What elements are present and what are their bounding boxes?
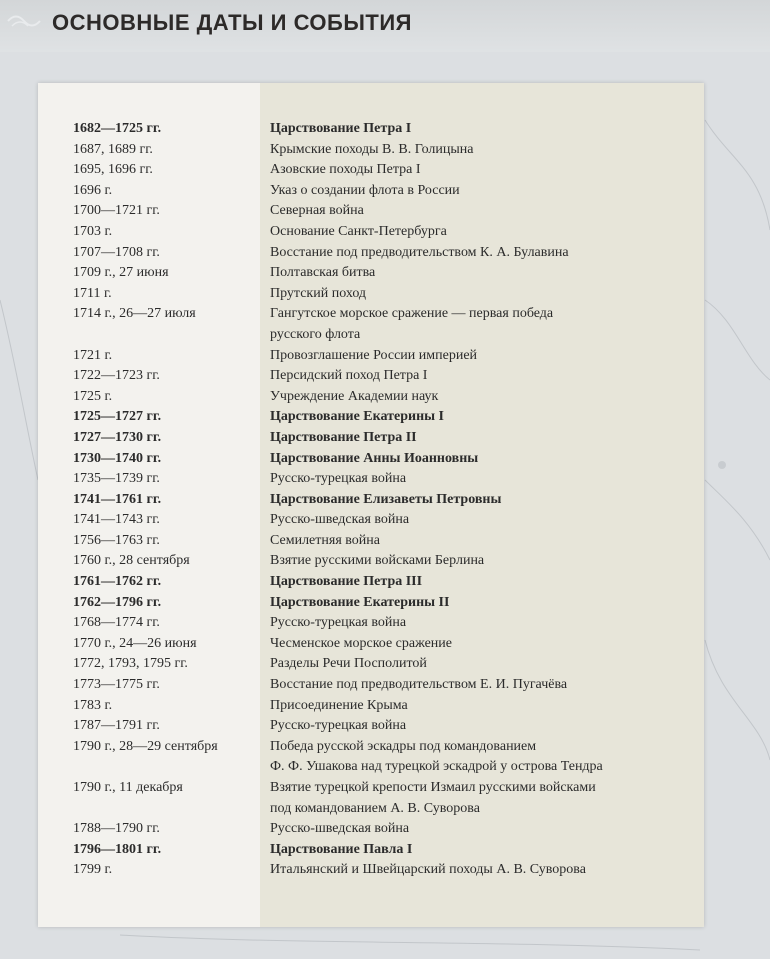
table-row bbox=[38, 675, 704, 696]
row-event-line: Провозглашение России империей bbox=[270, 347, 478, 363]
row-date: 1772, 1793, 1795 гг. bbox=[73, 656, 188, 672]
row-event bbox=[270, 840, 690, 861]
table-row bbox=[38, 119, 704, 140]
row-event bbox=[270, 407, 690, 428]
row-event bbox=[270, 181, 690, 202]
table-row bbox=[38, 593, 704, 614]
table-row bbox=[38, 346, 704, 367]
table-row bbox=[38, 304, 704, 345]
table-row bbox=[38, 510, 704, 531]
row-date: 1687, 1689 гг. bbox=[73, 141, 153, 157]
row-event-line: Русско-турецкая война bbox=[270, 718, 407, 734]
table-row bbox=[38, 531, 704, 552]
row-event-line: Разделы Речи Посполитой bbox=[270, 656, 427, 672]
page-title: ОСНОВНЫЕ ДАТЫ И СОБЫТИЯ bbox=[52, 10, 412, 35]
row-event bbox=[270, 304, 690, 345]
row-event-line: Чесменское морское сражение bbox=[270, 635, 453, 651]
row-date: 1799 г. bbox=[73, 862, 113, 878]
row-event bbox=[270, 222, 690, 243]
table-row bbox=[38, 840, 704, 861]
table-row bbox=[38, 716, 704, 737]
row-event-line: Царствование Анны Иоанновны bbox=[270, 450, 479, 466]
row-event bbox=[270, 201, 690, 222]
row-date: 1760 г., 28 сентября bbox=[73, 553, 190, 569]
row-date: 1770 г., 24—26 июня bbox=[73, 635, 197, 651]
row-event bbox=[270, 387, 690, 408]
row-date: 1741—1761 гг. bbox=[73, 491, 162, 507]
row-event-line: Северная война bbox=[270, 203, 364, 219]
row-date: 1796—1801 гг. bbox=[73, 841, 162, 857]
table-row bbox=[38, 634, 704, 655]
table-row bbox=[38, 201, 704, 222]
table-row bbox=[38, 366, 704, 387]
table-rows bbox=[38, 119, 704, 881]
row-date: 1788—1790 гг. bbox=[73, 821, 160, 837]
row-event-line: Взятие русскими войсками Берлина bbox=[270, 553, 485, 569]
row-event bbox=[270, 778, 690, 819]
row-date: 1741—1743 гг. bbox=[73, 512, 160, 528]
row-event-line: Русско-турецкая война bbox=[270, 615, 407, 631]
table-row bbox=[38, 284, 704, 305]
row-event-line: Русско-шведская война bbox=[270, 821, 410, 837]
row-event bbox=[270, 346, 690, 367]
table-row bbox=[38, 778, 704, 819]
row-event bbox=[270, 119, 690, 140]
row-date: 1725 г. bbox=[73, 388, 113, 404]
table-row bbox=[38, 654, 704, 675]
table-row bbox=[38, 387, 704, 408]
row-date: 1756—1763 гг. bbox=[73, 532, 160, 548]
row-date: 1773—1775 гг. bbox=[73, 677, 160, 693]
row-event-line: Царствование Петра I bbox=[270, 121, 412, 136]
row-event-line: Русско-турецкая война bbox=[270, 471, 407, 487]
table-row bbox=[38, 449, 704, 470]
row-event-line: Азовские походы Петра I bbox=[270, 162, 421, 178]
row-event bbox=[270, 531, 690, 552]
row-event-line: русского флота bbox=[270, 326, 361, 342]
row-date: 1707—1708 гг. bbox=[73, 244, 160, 260]
row-date: 1761—1762 гг. bbox=[73, 574, 162, 590]
row-event-line: Учреждение Академии наук bbox=[270, 388, 439, 404]
table-row bbox=[38, 140, 704, 161]
table-row bbox=[38, 160, 704, 181]
table-row bbox=[38, 737, 704, 778]
row-date: 1730—1740 гг. bbox=[73, 450, 162, 466]
table-row bbox=[38, 613, 704, 634]
row-event-line: Основание Санкт-Петербурга bbox=[270, 223, 447, 239]
row-date: 1722—1723 гг. bbox=[73, 368, 160, 384]
row-event bbox=[270, 284, 690, 305]
table-row bbox=[38, 551, 704, 572]
row-date: 1700—1721 гг. bbox=[73, 203, 160, 219]
row-date: 1768—1774 гг. bbox=[73, 615, 160, 631]
row-event bbox=[270, 634, 690, 655]
row-event bbox=[270, 449, 690, 470]
row-event bbox=[270, 819, 690, 840]
row-date: 1787—1791 гг. bbox=[73, 718, 160, 734]
row-event-line: Русско-шведская война bbox=[270, 512, 410, 528]
row-event bbox=[270, 593, 690, 614]
chronology-table bbox=[38, 83, 704, 927]
row-event-line: под командованием А. В. Суворова bbox=[270, 800, 480, 816]
row-event bbox=[270, 263, 690, 284]
row-event-line: Победа русской эскадры под командованием bbox=[270, 738, 537, 754]
table-row bbox=[38, 819, 704, 840]
table-row bbox=[38, 222, 704, 243]
row-event bbox=[270, 140, 690, 161]
row-event-line: Восстание под предводительством Е. И. Пугачёва bbox=[270, 677, 568, 693]
row-event bbox=[270, 510, 690, 531]
row-event-line: Прутский поход bbox=[270, 285, 367, 301]
table-row bbox=[38, 181, 704, 202]
row-date: 1709 г., 27 июня bbox=[73, 265, 169, 281]
row-event bbox=[270, 551, 690, 572]
row-date: 1790 г., 28—29 сентября bbox=[73, 738, 218, 754]
row-date: 1711 г. bbox=[73, 285, 112, 301]
row-date: 1727—1730 гг. bbox=[73, 429, 162, 445]
row-event bbox=[270, 243, 690, 264]
table-row bbox=[38, 263, 704, 284]
row-date: 1762—1796 гг. bbox=[73, 594, 162, 610]
row-event-line: Царствование Петра II bbox=[270, 429, 417, 445]
row-date: 1790 г., 11 декабря bbox=[73, 780, 183, 795]
row-event-line: Гангутское морское сражение — первая победа bbox=[270, 306, 554, 322]
row-event bbox=[270, 737, 690, 778]
row-event-line: Полтавская битва bbox=[270, 265, 376, 281]
ornament-icon bbox=[6, 10, 46, 32]
row-date: 1682—1725 гг. bbox=[73, 121, 162, 136]
row-date: 1703 г. bbox=[73, 223, 113, 239]
row-event-line: Указ о создании флота в России bbox=[270, 182, 460, 198]
table-row bbox=[38, 572, 704, 593]
row-event-line: Семилетняя война bbox=[270, 532, 380, 548]
row-event-line: Царствование Павла I bbox=[270, 841, 413, 857]
table-row bbox=[38, 469, 704, 490]
row-event bbox=[270, 160, 690, 181]
row-event bbox=[270, 428, 690, 449]
table-row bbox=[38, 428, 704, 449]
row-date: 1725—1727 гг. bbox=[73, 409, 162, 425]
table-row bbox=[38, 696, 704, 717]
table-row bbox=[38, 243, 704, 264]
row-event-line: Восстание под предводительством К. А. Булавина bbox=[270, 244, 569, 260]
row-event-line: Ф. Ф. Ушакова над турецкой эскадрой у острова Тендра bbox=[270, 759, 603, 775]
row-date: 1696 г. bbox=[73, 182, 113, 198]
row-event-line: Итальянский и Швейцарский походы А. В. Суворова bbox=[270, 862, 586, 878]
row-event-line: Царствование Екатерины II bbox=[270, 594, 450, 610]
row-event bbox=[270, 696, 690, 717]
row-event-line: Царствование Екатерины I bbox=[270, 409, 445, 425]
row-date: 1735—1739 гг. bbox=[73, 471, 160, 487]
row-event bbox=[270, 716, 690, 737]
row-date: 1783 г. bbox=[73, 697, 113, 713]
row-event-line: Крымские походы В. В. Голицына bbox=[270, 141, 474, 157]
row-event-line: Царствование Петра III bbox=[270, 574, 423, 590]
row-event bbox=[270, 366, 690, 387]
row-date: 1721 г. bbox=[73, 347, 113, 363]
row-event-line: Царствование Елизаветы Петровны bbox=[270, 491, 502, 507]
row-event bbox=[270, 469, 690, 490]
row-event-line: Взятие турецкой крепости Измаил русскими войсками bbox=[270, 780, 596, 795]
row-event bbox=[270, 490, 690, 511]
row-event-line: Персидский поход Петра I bbox=[270, 368, 428, 384]
table-row bbox=[38, 490, 704, 511]
row-event-line: Присоединение Крыма bbox=[270, 697, 408, 713]
row-event bbox=[270, 860, 690, 881]
table-row bbox=[38, 860, 704, 881]
row-event bbox=[270, 675, 690, 696]
row-event bbox=[270, 572, 690, 593]
row-date: 1714 г., 26—27 июля bbox=[73, 306, 196, 322]
table-row bbox=[38, 407, 704, 428]
row-event bbox=[270, 613, 690, 634]
row-event bbox=[270, 654, 690, 675]
row-date: 1695, 1696 гг. bbox=[73, 162, 153, 178]
